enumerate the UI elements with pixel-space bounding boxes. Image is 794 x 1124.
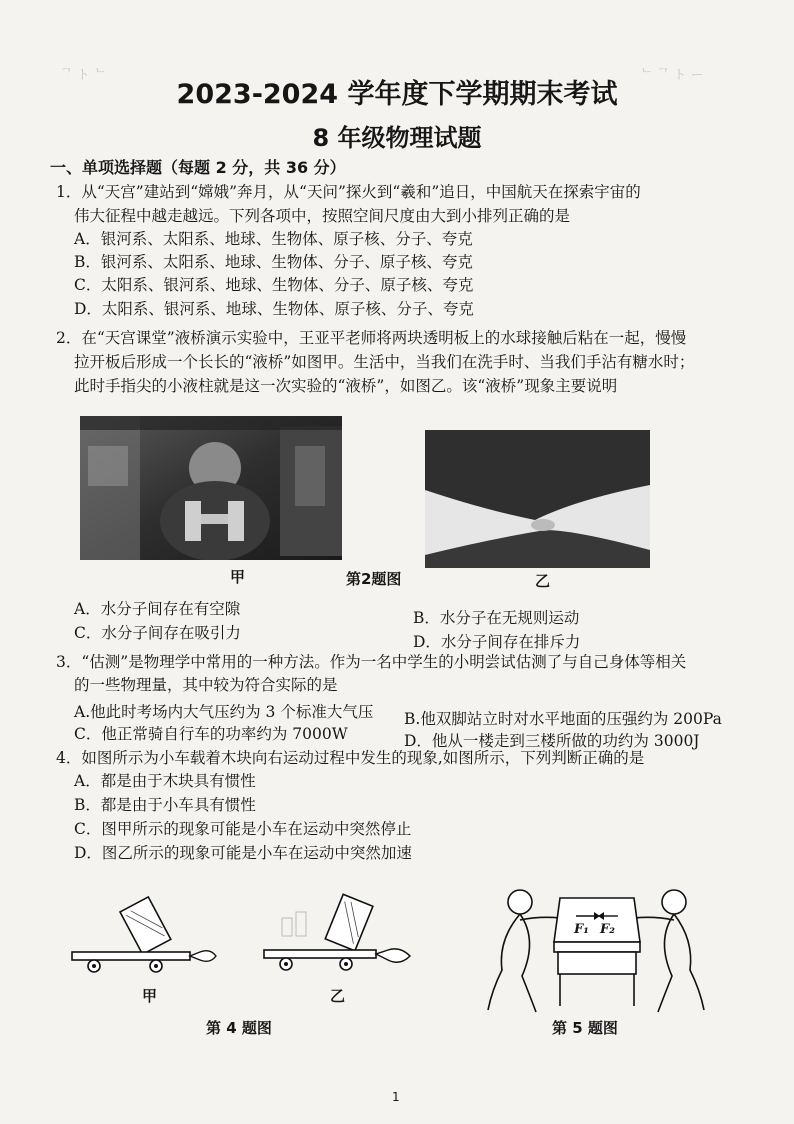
- q3-stem-line1: 3．“估测”是物理学中常用的一种方法。作为一名中学生的小明尝试估测了与自己身体等相关: [56, 653, 687, 671]
- q3-stem-line2: 的一些物理量，其中较为符合实际的是: [74, 676, 338, 694]
- q4-stem-line1: 4．如图所示为小车载着木块向右运动过程中发生的现象,如图所示，下列判断正确的是: [56, 749, 645, 767]
- q4-option-c: C．图甲所示的现象可能是小车在运动中突然停止: [74, 820, 412, 838]
- q2-fig-label-b: 乙: [535, 572, 551, 590]
- q2-option-a: A．水分子间存在有空隙: [74, 600, 241, 618]
- q4-option-d: D．图乙所示的现象可能是小车在运动中突然加速: [74, 844, 412, 862]
- force-label-f2: F₂: [600, 922, 615, 937]
- section-heading: 一、单项选择题（每题 2 分，共 36 分）: [50, 158, 346, 177]
- q4-option-a: A．都是由于木块具有惯性: [74, 772, 256, 790]
- q4-option-b: B．都是由于小车具有惯性: [74, 796, 256, 814]
- q1-stem-line1: 1．从“天宫”建站到“嫦娥”奔月，从“天问”探火到“羲和”追日，中国航天在探索宇宙的: [56, 183, 641, 201]
- q5-fig-caption: 第 5 题图: [552, 1019, 618, 1037]
- bleed-through-text: ᄂ ᄀ ト ー: [640, 68, 704, 83]
- q1-option-b: B．银河系、太阳系、地球、生物体、分子、原子核、夸克: [74, 253, 473, 271]
- force-label-f1: F₁: [574, 922, 589, 937]
- exam-subtitle: 8 年级物理试题: [312, 124, 482, 152]
- q2-option-d: D．水分子间存在排斥力: [413, 633, 581, 651]
- q4-fig-label-a: 甲: [142, 987, 158, 1005]
- cart-figure-a: [70, 890, 220, 994]
- cart-figure-b: [262, 890, 422, 994]
- q3-option-a: A.他此时考场内大气压约为 3 个标准大气压: [74, 703, 374, 721]
- q1-option-c: C．太阳系、银河系、地球、生物体、分子、原子核、夸克: [74, 276, 474, 294]
- q2-stem-line1: 2．在“天宫课堂”液桥演示实验中，王亚平老师将两块透明板上的水球接触后粘在一起，慢慢: [56, 329, 687, 347]
- q1-option-a: A．银河系、太阳系、地球、生物体、原子核、分子、夸克: [74, 230, 473, 248]
- q2-option-b: B．水分子在无规则运动: [413, 609, 580, 627]
- q1-option-d: D．太阳系、银河系、地球、生物体、原子核、分子、夸克: [74, 300, 474, 318]
- q3-option-c: C．他正常骑自行车的功率约为 7000W: [74, 725, 348, 743]
- table-push-figure: [478, 880, 718, 1024]
- q1-stem-line2: 伟大征程中越走越远。下列各项中，按照空间尺度由大到小排列正确的是: [74, 207, 571, 225]
- q2-fig-label-a: 甲: [230, 568, 246, 586]
- exam-title: 2023-2024 学年度下学期期末考试: [176, 79, 618, 110]
- q2-stem-line2: 拉开板后形成一个长长的“液桥”如图甲。生活中，当我们在洗手时、当我们手沾有糖水时；: [74, 353, 695, 371]
- page-number: 1: [392, 1090, 400, 1104]
- q2-stem-line3: 此时手指尖的小液柱就是这一次实验的“液桥”，如图乙。该“液桥”现象主要说明: [74, 377, 618, 395]
- q3-option-b: B.他双脚站立时对水平地面的压强约为 200Pa: [404, 710, 722, 728]
- q2-fig-caption: 第2题图: [346, 570, 402, 588]
- bleed-through-text: ᄀ ト ᄂ: [60, 68, 107, 83]
- q2-option-c: C．水分子间存在吸引力: [74, 624, 241, 642]
- liquid-bridge-photo-a: [80, 416, 342, 560]
- liquid-bridge-photo-b: [425, 430, 650, 568]
- q4-fig-caption: 第 4 题图: [206, 1019, 272, 1037]
- q4-fig-label-b: 乙: [330, 987, 346, 1005]
- q3-option-d: D．他从一楼走到三楼所做的功约为 3000J: [404, 732, 700, 750]
